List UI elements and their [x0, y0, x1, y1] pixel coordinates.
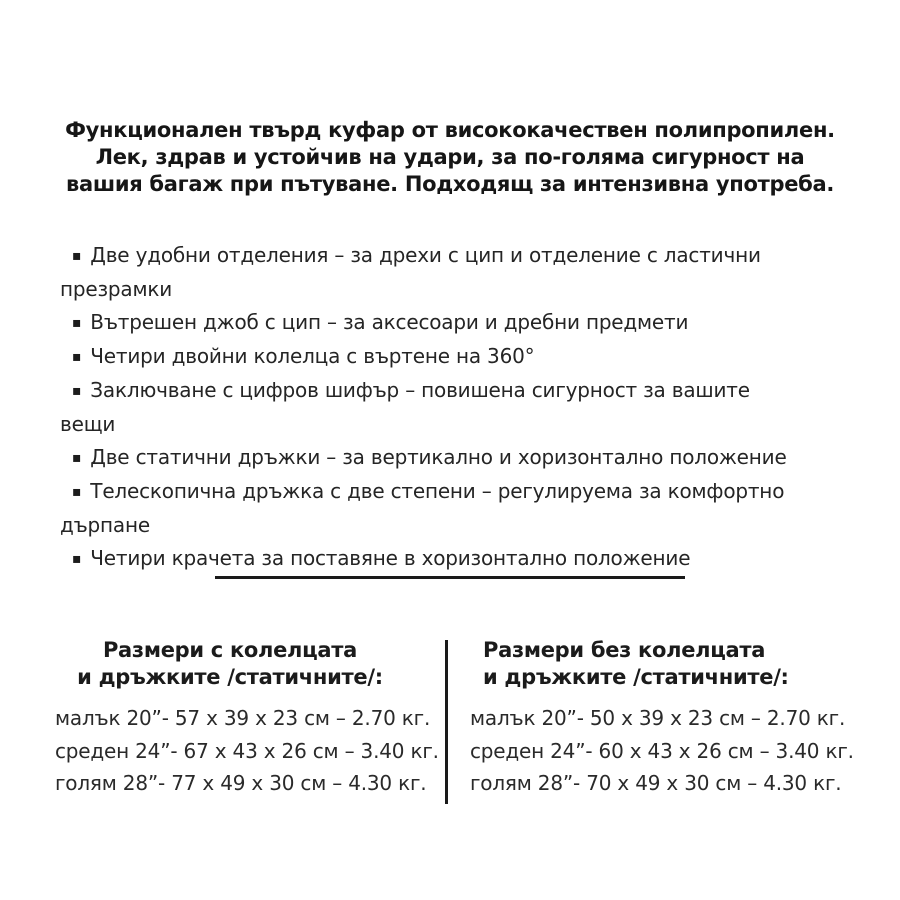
- feature-text: Телескопична дръжка с две степени – регулируема за комфортно дърпане: [60, 479, 785, 537]
- feature-text: Вътрешен джоб с цип – за аксесоари и дребни предмети: [90, 310, 689, 334]
- bullet-square-icon: ▪: [72, 248, 82, 264]
- intro-line-3: вашия багаж при пътуване. Подходящ за интензивна употреба.: [65, 172, 835, 196]
- sizes-with-wheels-heading-line-1: Размери с колелцата: [102, 638, 358, 662]
- feature-item: [60, 306, 808, 340]
- sizes-with-wheels-rows: [55, 702, 439, 800]
- feature-item: [60, 475, 808, 542]
- column-divider: [445, 640, 448, 804]
- section-divider: [215, 576, 685, 579]
- bullet-square-icon: ▪: [72, 484, 82, 500]
- bullet-square-icon: ▪: [72, 315, 82, 331]
- feature-text: Заключване с цифров шифър – повишена сигурност за вашите вещи: [60, 378, 750, 436]
- feature-item: [60, 374, 808, 441]
- bullet-square-icon: ▪: [72, 383, 82, 399]
- sizes-without-wheels-heading-line-1: Размери без колелцата: [483, 638, 766, 662]
- sizes-without-wheels-rows: [470, 702, 854, 800]
- intro-line-1: Функционален твърд куфар от висококачествен полипропилен.: [65, 118, 835, 142]
- feature-text: Две статични дръжки – за вертикално и хоризонтално положение: [90, 445, 787, 469]
- sizes-without-wheels-heading-line-2: и дръжките /статичните/:: [483, 665, 789, 689]
- sizes-with-wheels-heading-line-2: и дръжките /статичните/:: [77, 665, 383, 689]
- sizes-without-wheels-heading: [483, 637, 789, 691]
- size-row-large: голям 28”- 77 х 49 х 30 см – 4.30 кг.: [55, 771, 427, 795]
- feature-text: Четири двойни колелца с въртене на 360°: [90, 344, 535, 368]
- feature-item: [60, 340, 808, 374]
- bullet-square-icon: ▪: [72, 551, 82, 567]
- size-row-medium: среден 24”- 67 х 43 х 26 см – 3.40 кг.: [55, 738, 439, 763]
- feature-item: [60, 542, 808, 576]
- feature-text: Две удобни отделения – за дрехи с цип и отделение с ластични презрамки: [60, 243, 761, 301]
- size-row-small: малък 20”- 50 х 39 х 23 см – 2.70 кг.: [470, 706, 846, 730]
- features-list: [60, 239, 808, 576]
- intro-heading: [40, 117, 860, 198]
- sizes-with-wheels-heading: [55, 637, 405, 691]
- feature-item: [60, 239, 808, 306]
- size-row-large: голям 28”- 70 х 49 х 30 см – 4.30 кг.: [470, 771, 842, 795]
- feature-text: Четири крачета за поставяне в хоризонтално положение: [90, 546, 691, 570]
- bullet-square-icon: ▪: [72, 450, 82, 466]
- size-row-small: малък 20”- 57 х 39 х 23 см – 2.70 кг.: [55, 706, 431, 730]
- feature-item: [60, 441, 808, 475]
- intro-line-2: Лек, здрав и устойчив на удари, за по-голяма сигурност на: [95, 145, 805, 169]
- size-row-medium: среден 24”- 60 х 43 х 26 см – 3.40 кг.: [470, 738, 854, 763]
- bullet-square-icon: ▪: [72, 349, 82, 365]
